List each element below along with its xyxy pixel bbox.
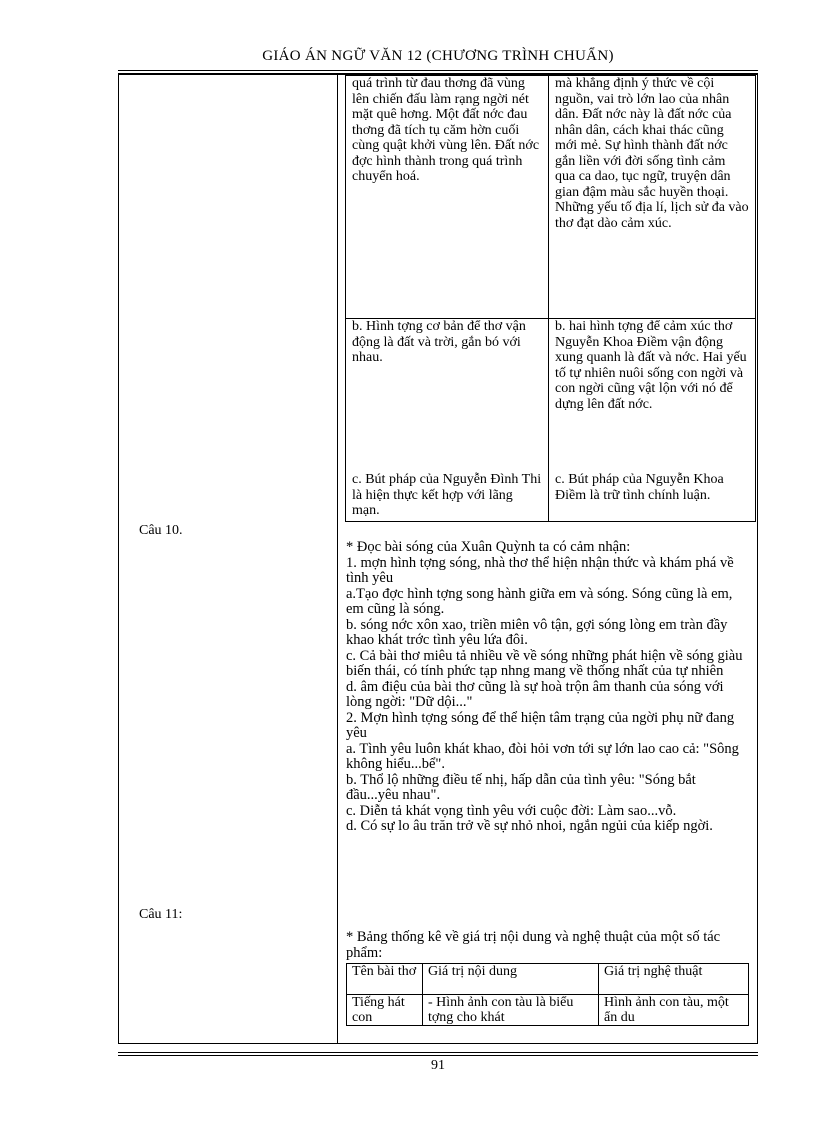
comparison-cell: mà khẳng định ý thức về cội nguồn, vai trò lớn lao của nhân dân. Đất nớc này là đất nớc của nhân dân, cách khai thác cũng mới mẻ. Sự hình thành đất nớc gắn liền với đời sống tình cảm qua ca dao, tục ngữ, truyện dân gian đậm màu sắc huyền thoại. Những yếu tố địa lí, lịch sử đa vào thơ đạt dào cảm xúc. xyxy=(549,76,756,319)
analysis-line: 1. mợn hình tợng sóng, nhà thơ thể hiện nhận thức và khám phá về tình yêu xyxy=(346,554,734,586)
stats-cell: Hình ảnh con tàu, một ẩn du xyxy=(599,995,749,1026)
analysis-line: d. âm điệu của bài thơ cũng là sự hoà trộn âm thanh của sóng với lòng ngời: "Dữ dội..." xyxy=(346,678,724,710)
page-header: GIÁO ÁN NGỮ VĂN 12 (CHƯƠNG TRÌNH CHUẨN) xyxy=(262,48,614,64)
stats-cell: - Hình ảnh con tàu là biểu tợng cho khát xyxy=(423,995,599,1026)
question-10-label: Câu 10. xyxy=(139,523,183,538)
analysis-line: d. Có sự lo âu trăn trở về sự nhỏ nhoi, ngắn ngủi của kiếp ngời. xyxy=(346,818,713,834)
comparison-cell xyxy=(549,319,756,522)
analysis-line: b. sóng nớc xôn xao, triền miên vô tận, gợi sóng lòng em tràn đầy khao khát trớc tình yêu lứa đôi. xyxy=(346,616,728,648)
comparison-table xyxy=(345,75,756,522)
point-c: c. Bút pháp của Nguyễn Đình Thi là hiện thực kết hợp với lãng mạn. xyxy=(352,472,542,518)
analysis-line: a. Tình yêu luôn khát khao, đòi hỏi vơn tới sự lớn lao cao cả: "Sông không hiểu...bể". xyxy=(346,740,739,772)
comparison-cell xyxy=(346,319,549,522)
stats-intro: * Bảng thống kê về giá trị nội dung và nghệ thuật của một số tác phẩm: xyxy=(346,929,721,961)
analysis-line: b. Thổ lộ những điều tế nhị, hấp dẫn của tình yêu: "Sóng bắt đầu...yêu nhau". xyxy=(346,771,696,803)
analysis-line: 2. Mợn hình tợng sóng để thể hiện tâm trạng của ngời phụ nữ đang yêu xyxy=(346,709,735,741)
page-number: 91 xyxy=(431,1058,445,1073)
footer-rule xyxy=(118,1052,758,1056)
stats-header-row xyxy=(347,964,749,995)
lesson-table xyxy=(118,74,758,1044)
comparison-cell: quá trình từ đau thơng đã vùng lên chiến đấu làm rạng ngời nét mặt quê hơng. Một đất nớc đau thơng đã tích tụ căm hờn cuối cùng quật khởi vùng lên. Đất nớc đợc hình thành trong quá trình chuyển hoá. xyxy=(346,76,549,319)
analysis-line: c. Cả bài thơ miêu tả nhiều về về sóng những phát hiện về sóng giàu biến thái, có tính phức tạp nhng mang về thống nhất của tự nhiên xyxy=(346,647,743,679)
stats-header-cell: Giá trị nghệ thuật xyxy=(599,964,749,995)
question-11-label: Câu 11: xyxy=(139,907,183,922)
stats-header-cell: Tên bài thơ xyxy=(347,964,423,995)
point-c: c. Bút pháp của Nguyễn Khoa Điềm là trữ tình chính luận. xyxy=(555,472,724,503)
stats-row xyxy=(347,995,749,1026)
stats-cell: Tiếng hát con xyxy=(347,995,423,1026)
stats-table xyxy=(346,963,749,1026)
point-b: b. Hình tợng cơ bản để thơ vận động là đất và trời, gắn bó với nhau. xyxy=(352,319,526,365)
analysis-line: c. Diễn tả khát vọng tình yêu với cuộc đời: Làm sao...vỗ. xyxy=(346,802,677,819)
analysis-line: a.Tạo đợc hình tợng song hành giữa em và sóng. Sóng cũng là em, em cũng là sóng. xyxy=(346,585,733,617)
song-analysis xyxy=(346,540,752,835)
comparison-row xyxy=(346,319,756,522)
stats-header-cell: Giá trị nội dung xyxy=(423,964,599,995)
point-b: b. hai hình tợng để cảm xúc thơ Nguyễn Khoa Điềm vận động xung quanh là đất và nớc. Hai yếu tố tự nhiên nuôi sống con ngời và con ngời cũng vật lộn với nó để dựng lên đất nớc. xyxy=(555,319,747,412)
analysis-intro: * Đọc bài sóng của Xuân Quỳnh ta có cảm nhận: xyxy=(346,539,631,555)
comparison-row xyxy=(346,76,756,319)
column-divider xyxy=(337,75,338,1043)
